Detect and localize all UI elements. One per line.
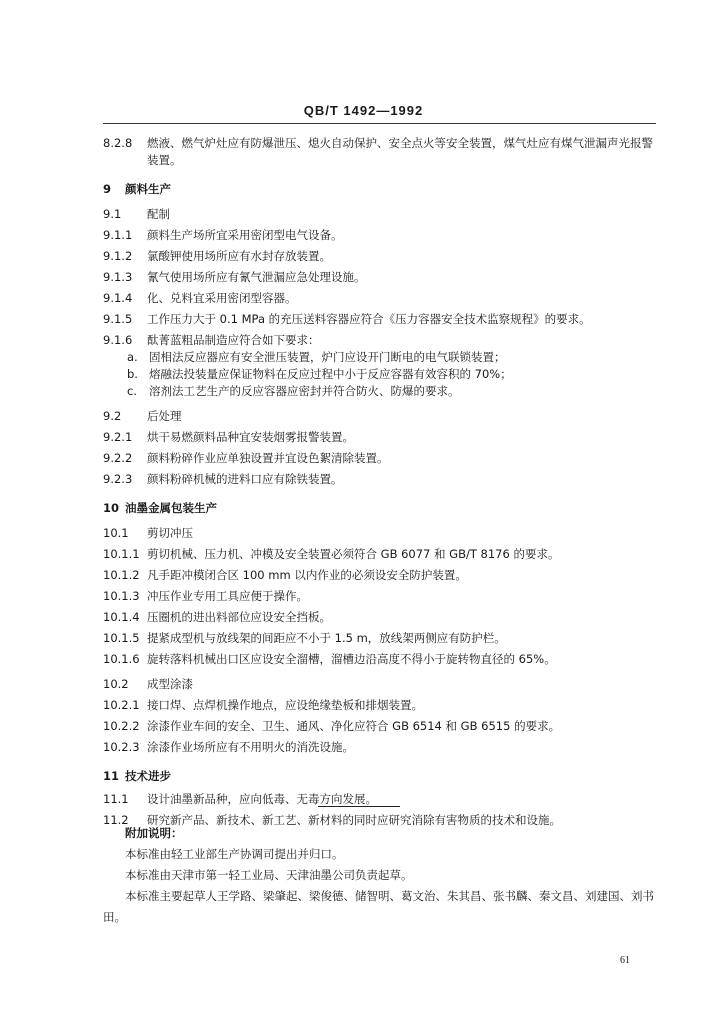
clause bbox=[103, 546, 659, 563]
subsection-heading bbox=[103, 676, 659, 693]
clause-number: 11.1 bbox=[103, 792, 129, 806]
clause-text: 化、兑料宜采用密闭型容器。 bbox=[147, 291, 297, 305]
clause-number: c. bbox=[127, 384, 137, 398]
clause-number: 9.1.4 bbox=[103, 291, 133, 305]
clause-text: 设计油墨新品种，应向低毒、无毒方向发展。 bbox=[147, 792, 377, 806]
clause-text: 油墨金属包装生产 bbox=[125, 501, 217, 515]
clause-number: 9.2 bbox=[103, 409, 122, 423]
clause-number: 10.2.2 bbox=[103, 719, 140, 733]
clause bbox=[103, 588, 659, 605]
clause-number: 9.1.2 bbox=[103, 249, 133, 263]
clause bbox=[103, 269, 659, 286]
clause-text: 冲压作业专用工具应便于操作。 bbox=[147, 589, 308, 603]
clause bbox=[103, 739, 659, 756]
clause-number: 10.1.3 bbox=[103, 589, 140, 603]
clause-number: 10.1 bbox=[103, 526, 129, 540]
section-heading bbox=[103, 181, 659, 198]
clause-number: 11.2 bbox=[103, 813, 129, 827]
clause-number: 9.1.3 bbox=[103, 270, 133, 284]
clause-text: 成型涂漆 bbox=[147, 677, 193, 691]
subsection-heading bbox=[103, 206, 659, 223]
clause-number: 10.2 bbox=[103, 677, 129, 691]
clause-text: 压圈机的进出料部位应设安全挡板。 bbox=[147, 610, 331, 624]
clause bbox=[103, 227, 659, 244]
clause-text: 工作压力大于 0.1 MPa 的充压送料容器应符合《压力容器安全技术监察规程》的要求。 bbox=[147, 312, 591, 326]
clause-text: 烘干易燃颜料品种宜安装烟雾报警装置。 bbox=[147, 430, 354, 444]
clause-number: 9.2.3 bbox=[103, 472, 133, 486]
clause-text: 氯酸钾使用场所应有水封存放装置。 bbox=[147, 249, 331, 263]
clause-text: 剪切冲压 bbox=[147, 526, 193, 540]
clause-number: 10.2.3 bbox=[103, 740, 140, 754]
clause-number: 10.1.6 bbox=[103, 652, 140, 666]
clause-number: 9 bbox=[103, 182, 112, 196]
body-content bbox=[103, 135, 659, 829]
section-heading bbox=[103, 500, 659, 517]
clause-number: 9.2.2 bbox=[103, 451, 133, 465]
clause-number: 9.1.6 bbox=[103, 333, 133, 347]
clause-text: 提紧成型机与放线架的间距应不小于 1.5 m，放线架两侧应有防护栏。 bbox=[147, 631, 506, 645]
clause bbox=[103, 311, 659, 328]
clause-text: 凡手距冲模闭合区 100 mm 以内作业的必须设安全防护装置。 bbox=[147, 568, 467, 582]
notes-line: 本标准由轻工业部生产协调司提出并归口。 bbox=[125, 847, 344, 861]
notes-title: 附加说明： bbox=[125, 826, 183, 840]
clause bbox=[103, 630, 659, 647]
clause-number: 10.2.1 bbox=[103, 698, 140, 712]
clause bbox=[103, 697, 659, 714]
clause-number: 10.1.5 bbox=[103, 631, 140, 645]
clause bbox=[103, 471, 659, 488]
additional-notes bbox=[103, 823, 659, 928]
clause-text: 研究新产品、新技术、新工艺、新材料的同时应研究消除有害物质的技术和设施。 bbox=[147, 813, 561, 827]
clause-text: 颜料粉碎作业应单独设置并宜设色絮清除装置。 bbox=[147, 451, 389, 465]
list-item bbox=[103, 366, 659, 383]
clause bbox=[103, 429, 659, 446]
clause bbox=[103, 332, 659, 349]
header-rule bbox=[103, 123, 656, 124]
clause-text: 固相法反应器应有安全泄压装置，炉门应设开门断电的电气联锁装置； bbox=[149, 350, 506, 364]
clause-text: 溶剂法工艺生产的反应容器应密封并符合防火、防爆的要求。 bbox=[149, 384, 460, 398]
clause-text: 涂漆作业车间的安全、卫生、通风、净化应符合 GB 6514 和 GB 6515 的要求。 bbox=[147, 719, 561, 733]
clause-number: 8.2.8 bbox=[103, 136, 133, 150]
clause-number: 10 bbox=[103, 501, 120, 515]
notes-line: 本标准由天津市第一轻工业局、天津油墨公司负责起草。 bbox=[125, 868, 413, 882]
list-item bbox=[103, 383, 659, 400]
clause-text: 熔融法投装量应保证物料在反应过程中小于反应容器有效容积的 70%； bbox=[149, 367, 512, 381]
clause-text: 剪切机械、压力机、冲模及安全装置必须符合 GB 6077 和 GB/T 8176 的要求。 bbox=[147, 547, 560, 561]
subsection-heading bbox=[103, 525, 659, 542]
clause-number: 9.1.5 bbox=[103, 312, 133, 326]
list-item bbox=[103, 349, 659, 366]
clause bbox=[103, 248, 659, 265]
clause bbox=[103, 718, 659, 735]
section-heading bbox=[103, 768, 659, 785]
clause bbox=[103, 567, 659, 584]
clause-text: 技术进步 bbox=[125, 769, 171, 783]
clause-text: 后处理 bbox=[147, 409, 182, 423]
item-list bbox=[103, 349, 659, 400]
standard-code-header: QB/T 1492—1992 bbox=[303, 103, 424, 118]
clause-number: a. bbox=[127, 350, 138, 364]
clause-text: 颜料粉碎机械的进料口应有除铁装置。 bbox=[147, 472, 343, 486]
page-number: 61 bbox=[620, 955, 630, 966]
clause-text: 颜料生产 bbox=[125, 182, 171, 196]
clause-text: 颜料生产场所宜采用密闭型电气设备。 bbox=[147, 228, 343, 242]
clause-text: 配制 bbox=[147, 207, 170, 221]
clause-text: 燃液、燃气炉灶应有防爆泄压、熄火自动保护、安全点火等安全装置，煤气灶应有煤气泄漏声光报警装置。 bbox=[147, 136, 653, 167]
subsection-heading bbox=[103, 408, 659, 425]
clause-number: 11 bbox=[103, 769, 120, 783]
clause-number: 9.1.1 bbox=[103, 228, 133, 242]
clause bbox=[103, 450, 659, 467]
clause bbox=[103, 609, 659, 626]
clause-number: 10.1.4 bbox=[103, 610, 140, 624]
clause-number: 10.1.2 bbox=[103, 568, 140, 582]
clause bbox=[103, 290, 659, 307]
clause-text: 旋转落料机械出口区应设安全溜槽，溜槽边沿高度不得小于旋转物直径的 65%。 bbox=[147, 652, 556, 666]
clause-number: 10.1.1 bbox=[103, 547, 140, 561]
clause bbox=[103, 651, 659, 668]
end-divider bbox=[318, 806, 400, 807]
clause-text: 酞菁蓝粗品制造应符合如下要求： bbox=[147, 333, 320, 347]
clause-text: 接口焊、点焊机操作地点，应设绝缘垫板和排烟装置。 bbox=[147, 698, 423, 712]
clause-number: b. bbox=[127, 367, 138, 381]
clause-number: 9.2.1 bbox=[103, 430, 133, 444]
clause-text: 涂漆作业场所应有不用明火的消洗设施。 bbox=[147, 740, 354, 754]
clause-number: 9.1 bbox=[103, 207, 122, 221]
clause bbox=[103, 135, 659, 169]
notes-line: 本标准主要起草人王学路、梁肇起、梁俊德、储智明、葛文治、朱其昌、张书麟、秦文昌、刘建国、刘书田。 bbox=[103, 889, 654, 924]
clause-text: 氰气使用场所应有氰气泄漏应急处理设施。 bbox=[147, 270, 366, 284]
